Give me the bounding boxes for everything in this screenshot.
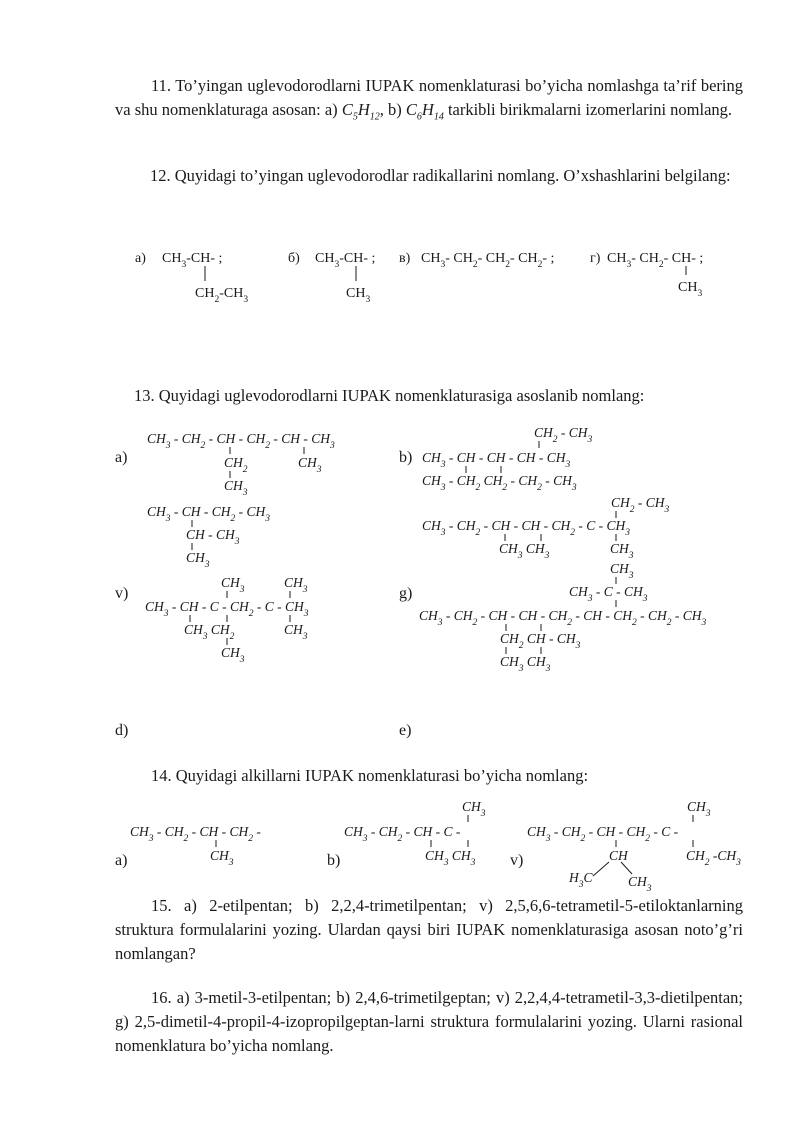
q13-b-main: $CH_3$ - CH - CH - CH - $CH_3$ xyxy=(422,450,571,470)
q14-v-sub2: $CH_2$ $-CH_3$ xyxy=(686,848,741,868)
q12-b-main: $CH_3-CH-$ ; xyxy=(315,251,376,270)
q14-b-main: $CH_3 - CH_2$ - CH - C - xyxy=(344,824,461,844)
q12-radical-b xyxy=(288,251,375,305)
q13-g-top2: $CH_3$ - C - $CH_3$ xyxy=(569,584,648,604)
q13-structure-e xyxy=(422,495,670,561)
q13-label-d: d) xyxy=(115,722,129,739)
q14-v-main: $CH_3 - CH_2$ - CH - $CH_2$ - C - xyxy=(527,824,679,844)
q14-v-sub3: $H_3C$ xyxy=(569,870,593,890)
q13-label-e: e) xyxy=(399,722,412,739)
q14-v-sub4: $CH_3$ xyxy=(628,874,652,894)
q13-text: 13. Quyidagi uglevodorodlarni IUPAK nomenklaturasiga asoslanib nomlang: xyxy=(134,386,645,405)
q13-d-main: $CH_3$ - CH - $CH_2 - CH_3$ xyxy=(147,504,271,524)
q12-b-sub: $CH_3$ xyxy=(346,286,371,305)
question-15 xyxy=(115,894,743,966)
q13-v-low3: $CH_3$ xyxy=(221,645,245,665)
q13-v-low1: $CH_3$ $CH_2$ xyxy=(184,622,235,642)
q13-a-main: $CH_3 - CH_2$ - CH - $CH_2$ - CH - $CH_3$ xyxy=(147,431,335,451)
q13-g-low1: $CH_2$ CH - $CH_3$ xyxy=(500,631,581,651)
q12-a-main: $CH_3-CH-$ ; xyxy=(162,251,223,270)
question-16 xyxy=(115,986,743,1058)
q13-v-top1: $CH_3$ xyxy=(221,575,245,595)
q13-g-low2: $CH_3$ $CH_3$ xyxy=(500,654,551,674)
q12-a-label: a) xyxy=(135,251,146,266)
q13-structure-v xyxy=(115,575,309,665)
q11-mid: , b) xyxy=(379,100,406,119)
q12-text: 12. Quyidagi to’yingan uglevodorodlar radikallarini nomlang. O’xshashlarini belgilang: xyxy=(150,166,731,185)
q13-e-top: $CH_2 - CH_3$ xyxy=(611,495,670,515)
q14-v-sub1: CH xyxy=(609,848,628,863)
q14-b-top: $CH_3$ xyxy=(462,799,486,819)
q13-label-b: b) xyxy=(399,449,413,466)
q14-label-v: v) xyxy=(510,852,524,869)
q11-formula-c5h12: $C_5H_{12}$ xyxy=(341,100,380,123)
q13-e-main: $CH_3 - CH_2$ - CH - CH - $CH_2$ - C - $CH_3$ xyxy=(422,518,631,538)
q15-text: 15. a) 2-etilpentan; b) 2,2,4-trimetilpentan; v) 2,5,6,6-tetrametil-5-etiloktanlarning struktura formulalarini yozing. Ulardan qaysi biri IUPAK nomenklaturasiga asosan noto’g’ri nomlangan? xyxy=(115,896,743,963)
q12-b-label: б) xyxy=(288,251,300,266)
q14-label-a: a) xyxy=(115,852,128,869)
q13-e-low1: $CH_3$ $CH_3$ xyxy=(499,541,550,561)
q13-e-low2: $CH_3$ xyxy=(610,541,634,561)
q13-g-main: $CH_3 - CH_2$ - CH - CH - $CH_2$ - CH - $CH_2 - CH_2 - CH_3$ xyxy=(419,608,707,628)
q13-structure-b xyxy=(399,425,593,493)
q13-d-mid: CH - $CH_3$ xyxy=(186,527,240,547)
q13-structure-d xyxy=(147,504,270,570)
q13-label-g: g) xyxy=(399,585,413,602)
q13-g-top1: $CH_3$ xyxy=(610,561,634,581)
q13-d-low: $CH_3$ xyxy=(186,550,210,570)
q12-radical-v xyxy=(399,251,554,270)
q11-formula-c6h14: $C_6H_{14}$ xyxy=(405,100,444,123)
q11-text-a: 11. To’yingan uglevodorodlarni IUPAK nomenklaturasi bo’yicha nomlashga ta’rif bering va shu nomenklaturaga asosan: a) xyxy=(115,76,743,119)
q14-structure-a xyxy=(115,824,261,869)
q12-a-sub: $CH_2-CH_3$ xyxy=(195,286,249,305)
q11-text-b: tarkibli birikmalarni izomerlarini nomlang. xyxy=(443,100,733,119)
q13-structure-a xyxy=(115,431,335,498)
q14-a-main: $CH_3 - CH_2$ - CH - $CH_2$ - xyxy=(130,824,261,844)
q16-text: 16. a) 3-metil-3-etilpentan; b) 2,4,6-trimetilgeptan; v) 2,2,4,4-tetrametil-3,3-dietilpentan; g) 2,5-dimetil-4-propil-4-izopropilgeptan-larni struktura formulalarini yozing. Ularni rasional nomenklatura bo’yicha nomlang. xyxy=(115,988,743,1055)
q14-a-sub: $CH_3$ xyxy=(210,848,234,868)
q12-radical-g xyxy=(590,251,703,299)
q14-label-b: b) xyxy=(327,852,341,869)
q13-structure-g xyxy=(399,561,707,674)
q14-structure-v xyxy=(510,799,741,894)
q12-radical-a xyxy=(135,251,248,305)
q13-b-top: $CH_2 - CH_3$ xyxy=(534,425,593,445)
q13-label-v: v) xyxy=(115,585,129,602)
q14-b-sub: $CH_3$ $CH_3$ xyxy=(425,848,476,868)
q14-structure-b xyxy=(327,799,486,869)
q13-v-top2: $CH_3$ xyxy=(284,575,308,595)
q12-v-label: в) xyxy=(399,251,411,266)
q13-v-low2: $CH_3$ xyxy=(284,622,308,642)
q13-a-sub3: $CH_3$ xyxy=(224,478,248,498)
q12-g-main: $CH_3-$ $CH_2-$ CH- ; xyxy=(607,251,704,270)
q12-g-label: г) xyxy=(590,251,601,266)
q13-a-sub2: $CH_3$ xyxy=(298,455,322,475)
q12-g-sub: $CH_3$ xyxy=(678,280,703,299)
q13-b-low: $CH_3 - CH_2$ $CH_2 - CH_2 - CH_3$ xyxy=(422,473,577,493)
q13-a-sub1: $CH_2$ xyxy=(224,455,248,475)
q14-v-top: $CH_3$ xyxy=(687,799,711,819)
q14-text: 14. Quyidagi alkillarni IUPAK nomenklaturasi bo’yicha nomlang: xyxy=(151,766,589,785)
q13-v-main: $CH_3$ - CH - C - $CH_2$ - C - $CH_3$ xyxy=(145,599,309,619)
q13-label-a: a) xyxy=(115,449,128,466)
q12-v-main: $CH_3-$ $CH_2-$ $CH_2-$ $CH_2-$ ; xyxy=(421,251,555,270)
